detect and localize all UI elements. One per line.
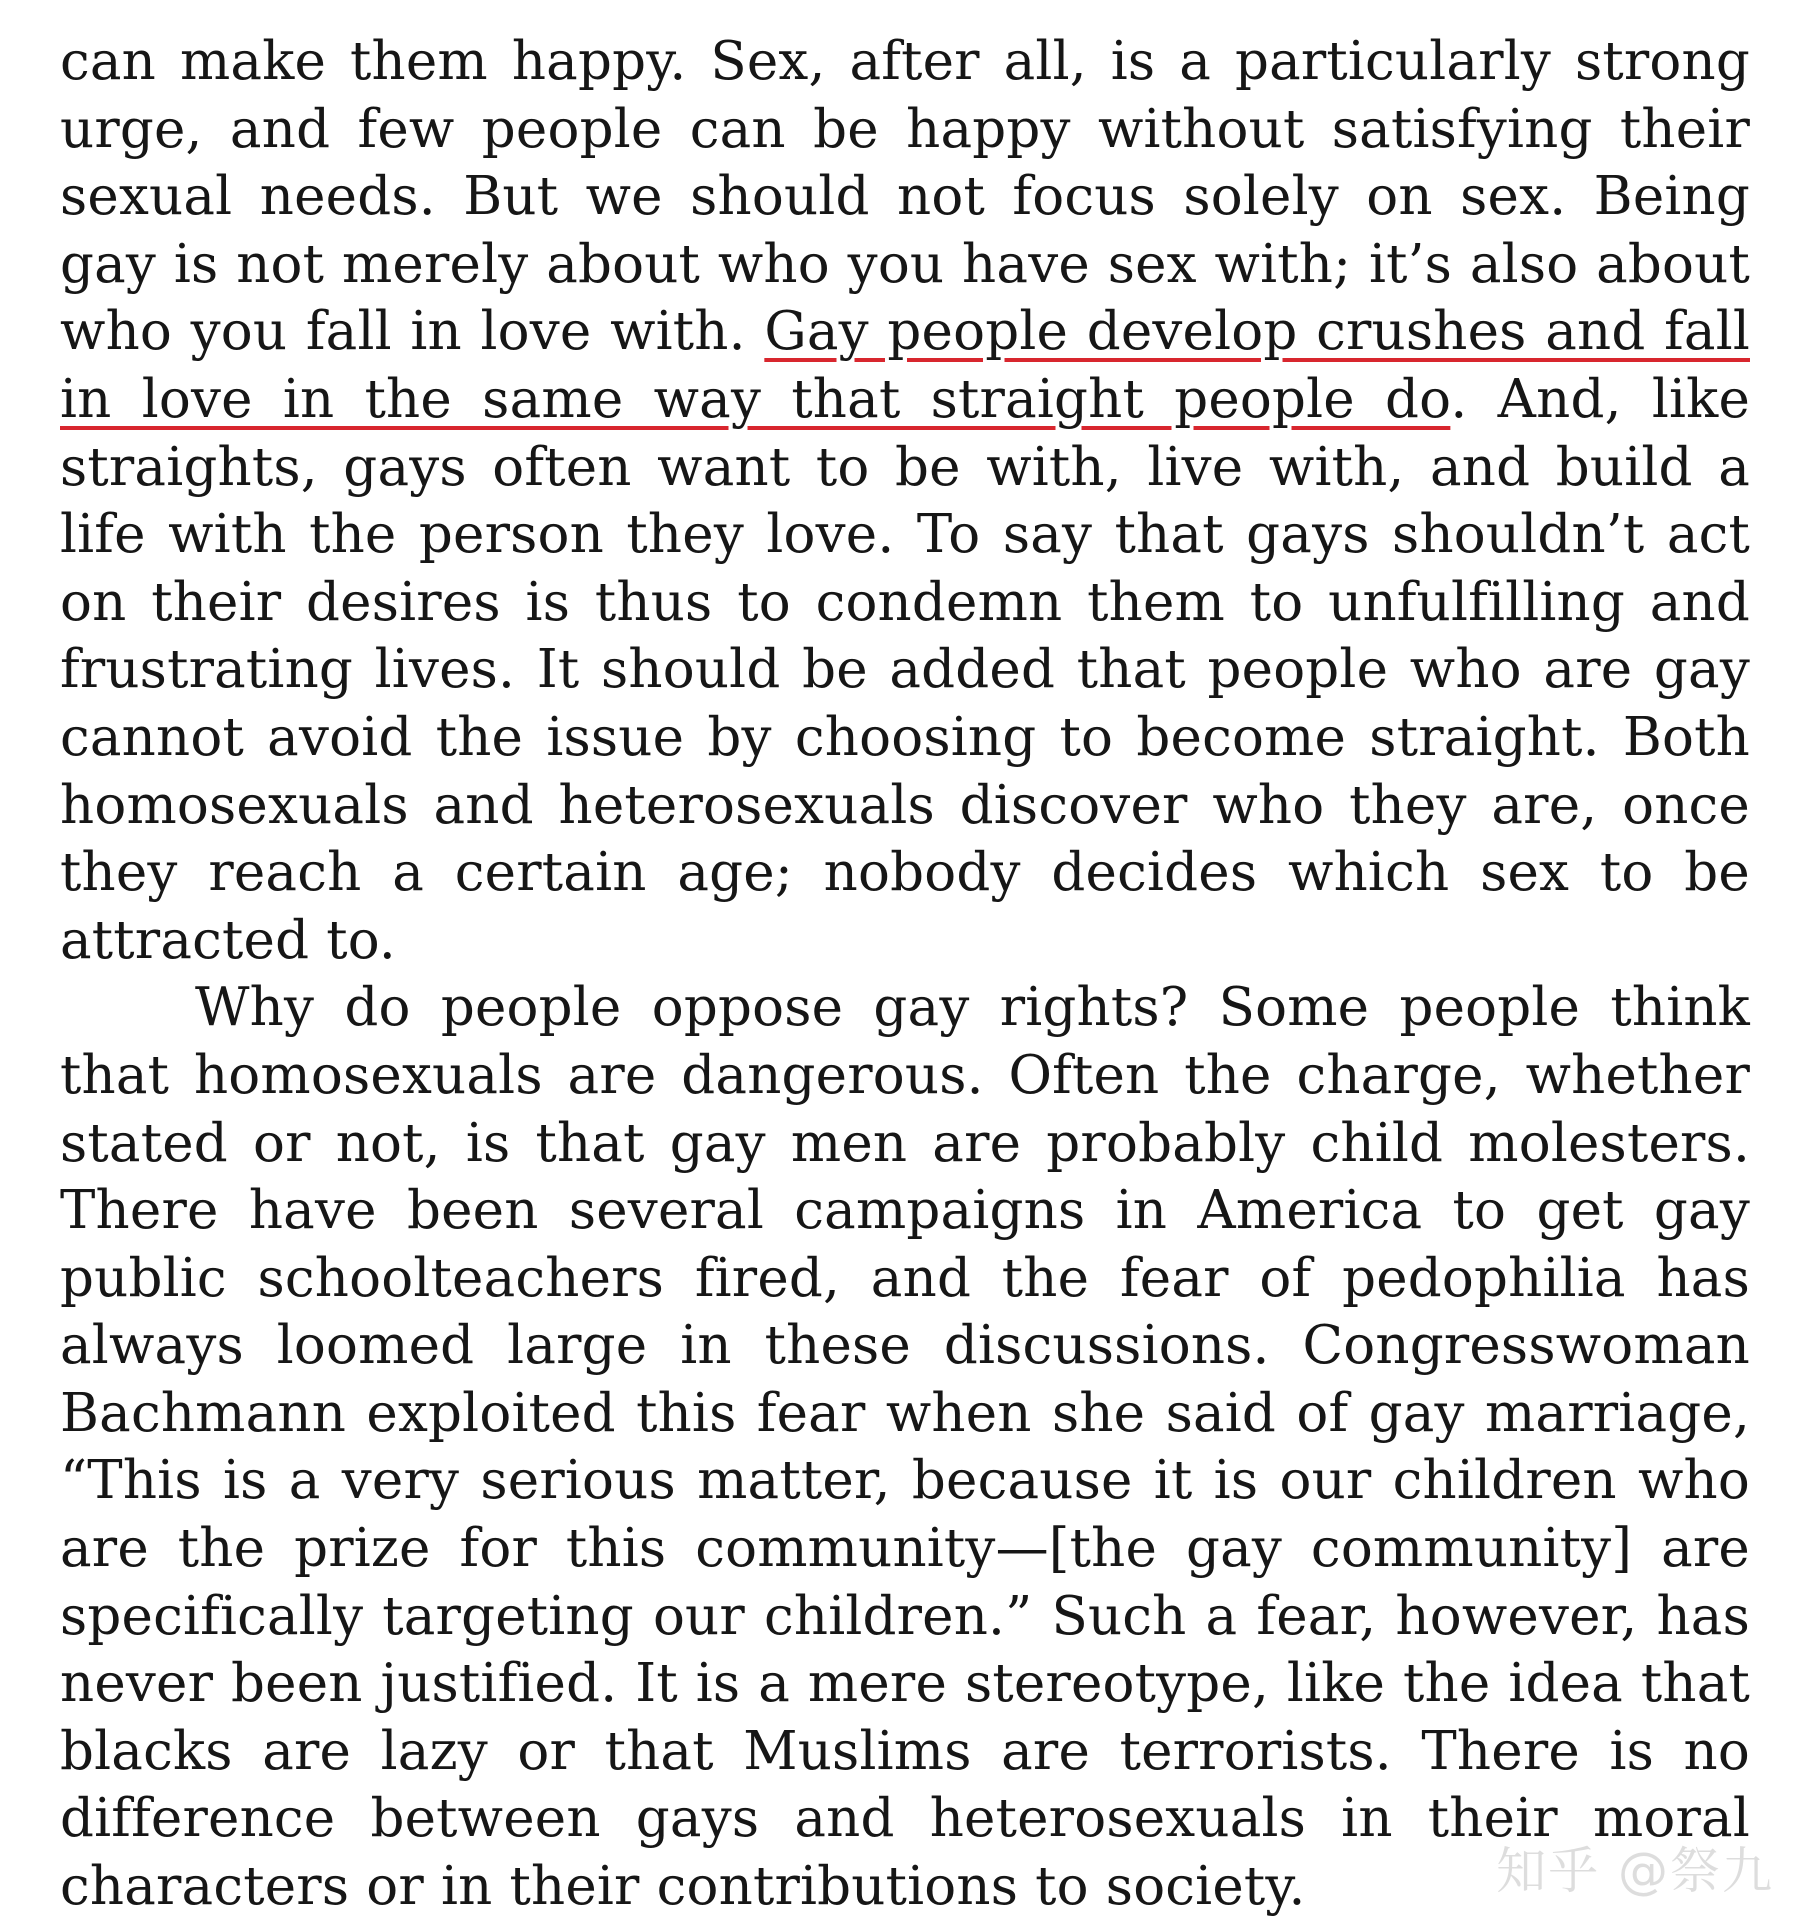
paragraph-1-text-start: can make them happy. Sex, after all, is a particularly strong urge, and few people can be happy without satisfying their sexual needs. But we should not focus solely on sex. Being gay is not merely about who you have sex with; it’s also about who you fall in love with. (60, 31, 1750, 363)
highlighted-sentence: Gay people develop crushes and fall in love in the same way that straight people do (60, 301, 1750, 430)
zhihu-watermark: 知乎 @祭九 (1496, 1842, 1774, 1900)
paragraph-1 (60, 28, 1750, 974)
paragraph-1-text-end: . And, like straights, gays often want to be with, live with, and build a life with the person they love. To say that gays shouldn’t act on their desires is thus to condemn them to unfulfilling and frustrating lives. It should be added that people who are gay cannot avoid the issue by choosing to become straight. Both homosexuals and heterosexuals discover who they are, once they reach a certain age; nobody decides which sex to be attracted to. (60, 368, 1751, 971)
paragraph-2: Why do people oppose gay rights? Some people think that homosexuals are dangerous. Often the charge, whether stated or not, is that gay men are probably child molesters. There have been several campaigns in America to get gay public schoolteachers fired, and the fear of pedophilia has always loomed large in these discussions. Congresswoman Bachmann exploited this fear when she said of gay marriage, “This is a very serious matter, because it is our children who are the prize for this community—[the gay community] are specifically targeting our children.” Such a fear, however, has never been justified. It is a mere stereotype, like the idea that blacks are lazy or that Muslims are terrorists. There is no difference between gays and heterosexuals in their moral characters or in their contributions to society. (60, 977, 1750, 1918)
document-page (60, 28, 1750, 1921)
